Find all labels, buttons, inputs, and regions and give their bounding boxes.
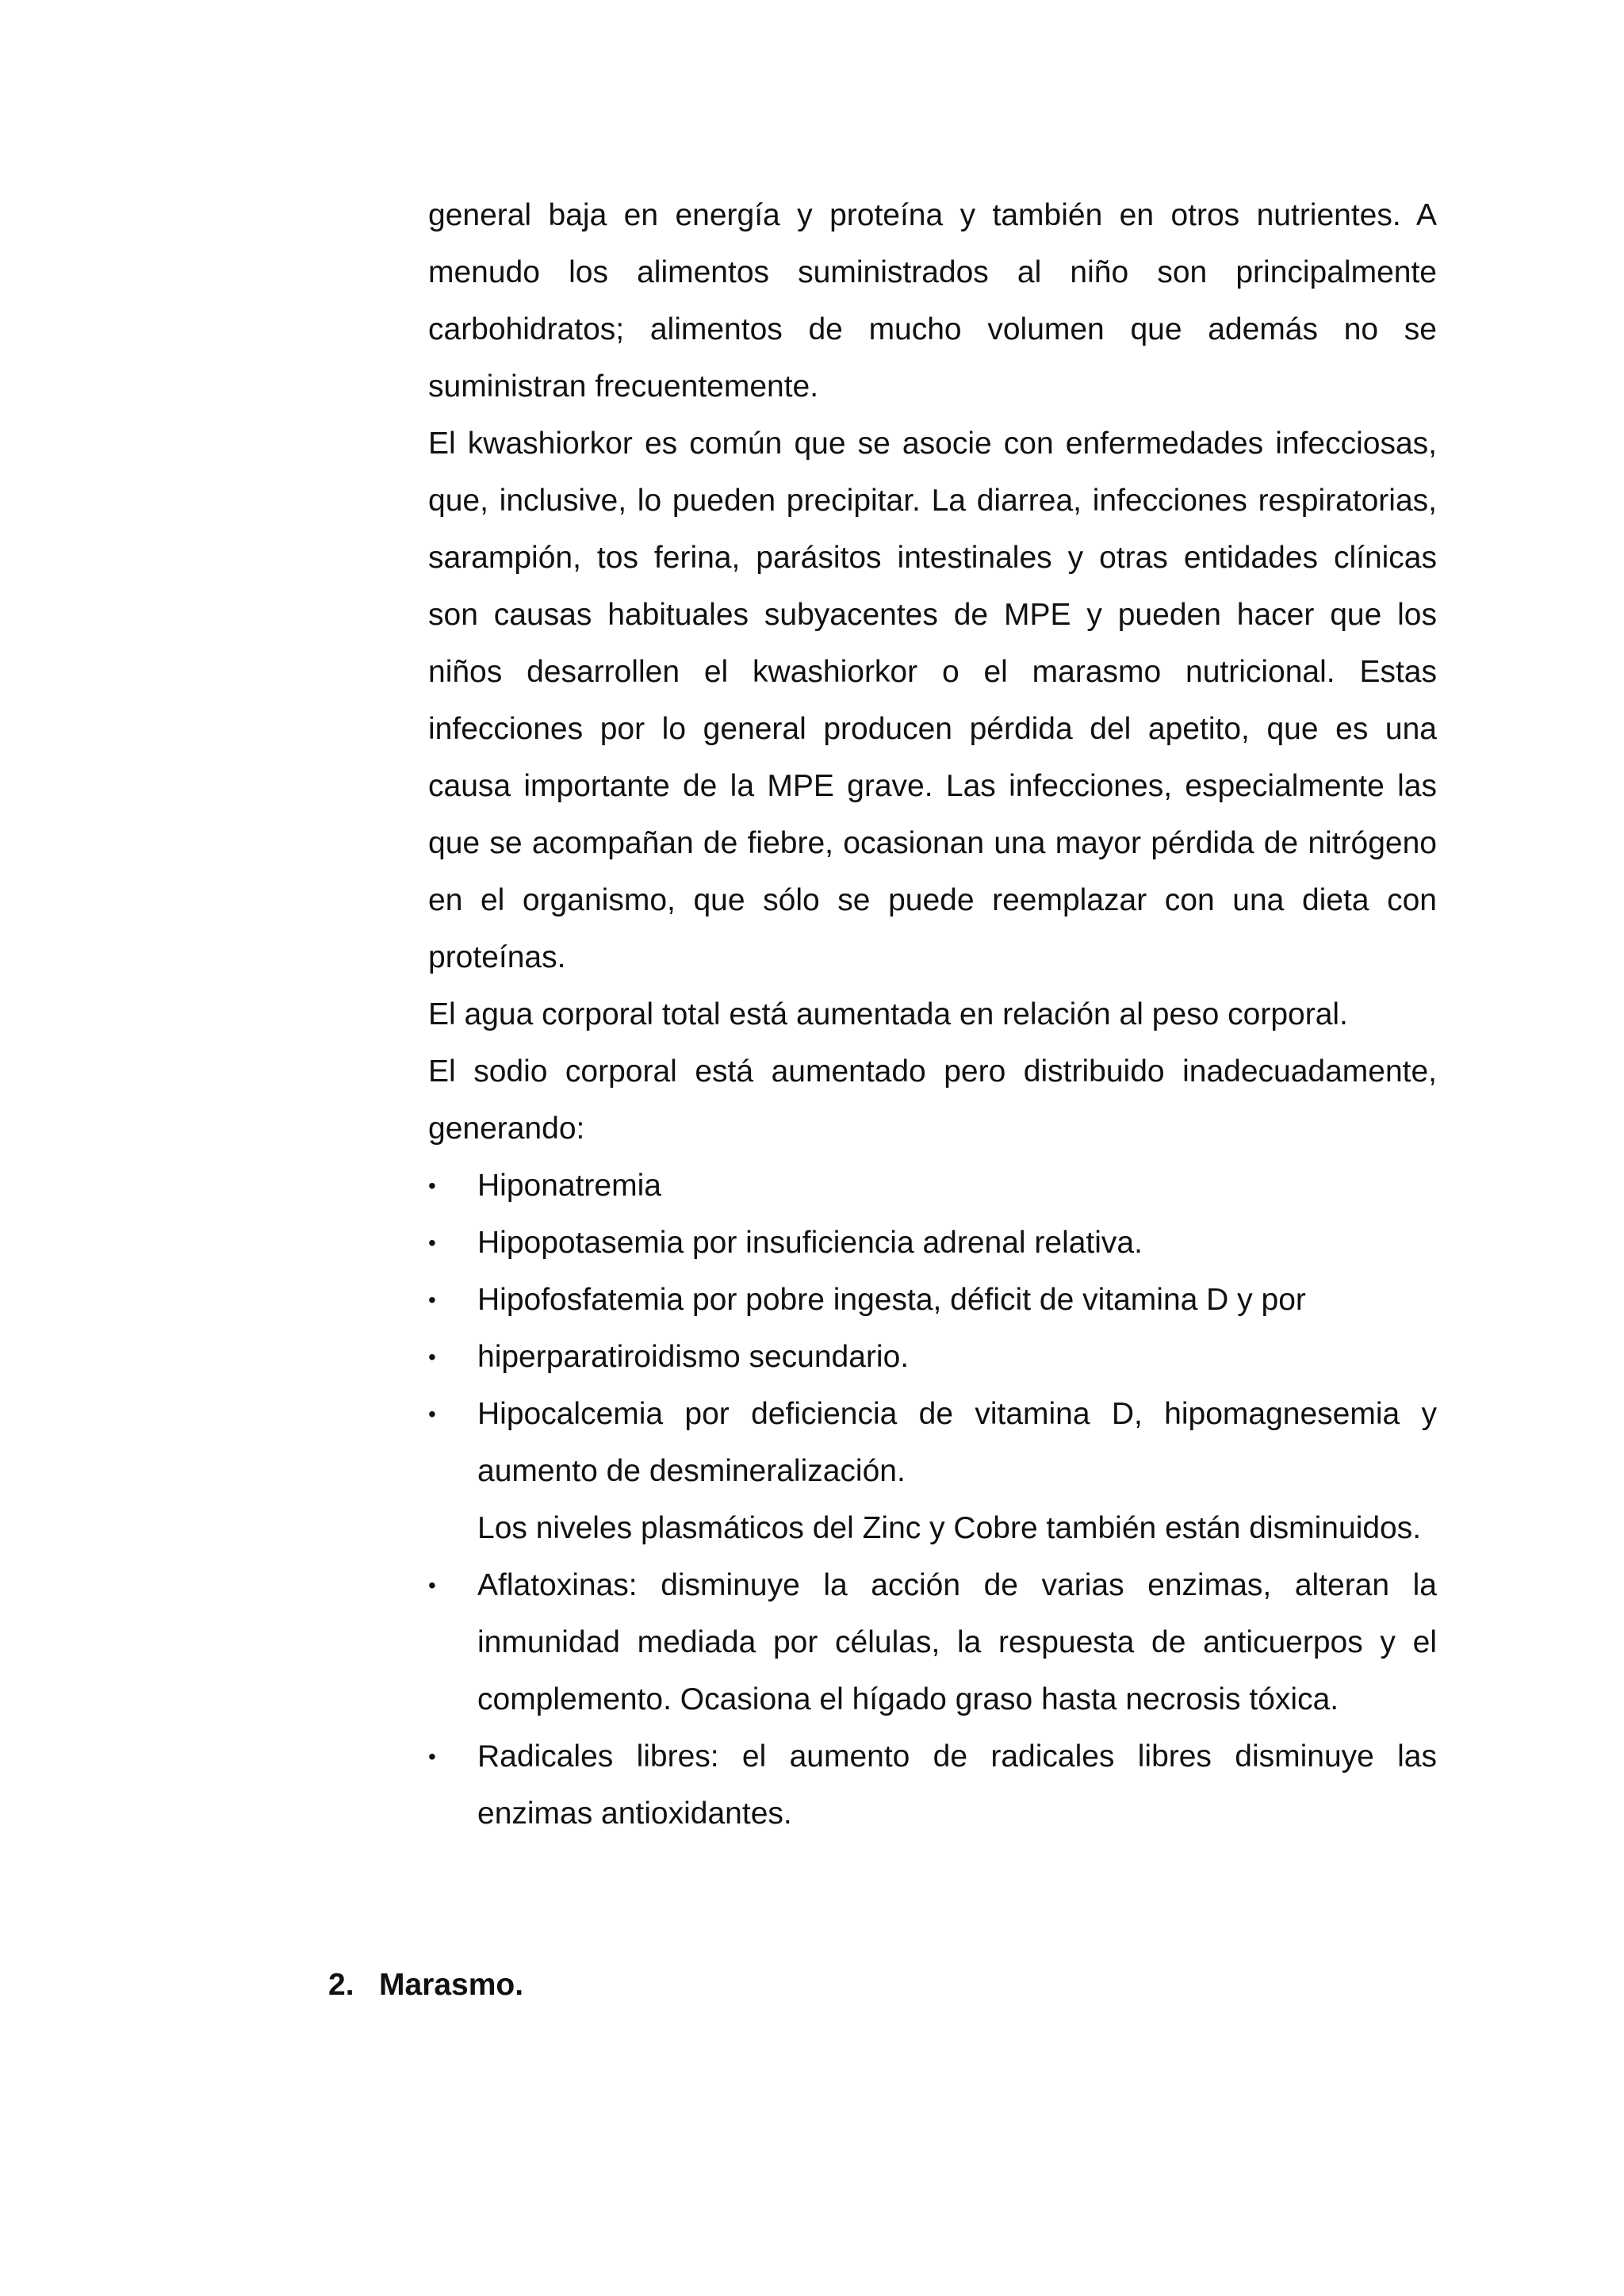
bullet-text: Radicales libres: el aumento de radicales libres disminuye las enzimas antioxidantes.	[477, 1739, 1437, 1831]
bullet-hipocalcemia	[428, 1386, 1437, 1557]
document-body	[428, 187, 1437, 1843]
bullet-dot-icon: •	[428, 1744, 436, 1769]
bullet-dot-icon: •	[428, 1230, 436, 1255]
bullet-hiponatremia	[428, 1158, 1437, 1215]
bullet-radicales-libres	[428, 1728, 1437, 1843]
paragraph-infections: El kwashiorkor es común que se asocie con enfermedades infecciosas, que, inclusive, lo pueden precipitar. La diarrea, infecciones respiratorias, sarampión, tos ferina, parásitos intestinales y otras entidades clínicas son causas habituales subyacentes de MPE y pueden hacer que los niños desarrollen el kwashiorkor o el marasmo nutricional. Estas infecciones por lo general producen pérdida del apetito, que es una causa importante de la MPE grave. Las infecciones, especialmente las que se acompañan de fiebre, ocasionan una mayor pérdida de nitrógeno en el organismo, que sólo se puede reemplazar con una dieta con proteínas.	[428, 427, 1437, 974]
bullet-text: Hipopotasemia por insuficiencia adrenal relativa.	[477, 1226, 1143, 1260]
bullet-text: Hiponatremia	[477, 1169, 661, 1203]
bullet-hiperparatiroidismo	[428, 1329, 1437, 1386]
paragraph-sodium: El sodio corporal está aumentado pero distribuido inadecuadamente, generando:	[428, 1054, 1437, 1146]
bullet-text: Aflatoxinas: disminuye la acción de varias enzimas, alteran la inmunidad mediada por células, la respuesta de anticuerpos y el complemento. Ocasiona el hígado graso hasta necrosis tóxica.	[477, 1568, 1437, 1716]
bullet-dot-icon: •	[428, 1402, 436, 1426]
bullet-text: hiperparatiroidismo secundario.	[477, 1340, 910, 1374]
bullet-text: Hipofosfatemia por pobre ingesta, déficit de vitamina D y por	[477, 1283, 1306, 1317]
section-heading-marasmo	[328, 1957, 523, 2014]
bullet-hipopotasemia	[428, 1215, 1437, 1272]
electrolyte-bullet-list	[428, 1158, 1437, 1843]
bullet-dot-icon: •	[428, 1345, 436, 1369]
bullet-dot-icon: •	[428, 1573, 436, 1598]
bullet-aflatoxinas	[428, 1557, 1437, 1728]
paragraph-body-water: El agua corporal total está aumentada en relación al peso corporal.	[428, 997, 1348, 1031]
section-number: 2.	[328, 1968, 354, 2002]
bullet-text: Hipocalcemia por deficiencia de vitamina D, hipomagnesemia y aumento de desmineralización.	[477, 1397, 1437, 1488]
bullet-dot-icon: •	[428, 1173, 436, 1198]
bullet-note-zinc-copper: Los niveles plasmáticos del Zinc y Cobre también están disminuidos.	[477, 1511, 1422, 1545]
bullet-hipofosfatemia	[428, 1272, 1437, 1329]
bullet-dot-icon: •	[428, 1288, 436, 1312]
section-title: Marasmo.	[379, 1968, 524, 2002]
paragraph-diet: general baja en energía y proteína y también en otros nutrientes. A menudo los alimentos suministrados al niño son principalmente carbohidratos; alimentos de mucho volumen que además no se suministran frecuentemente.	[428, 198, 1437, 404]
